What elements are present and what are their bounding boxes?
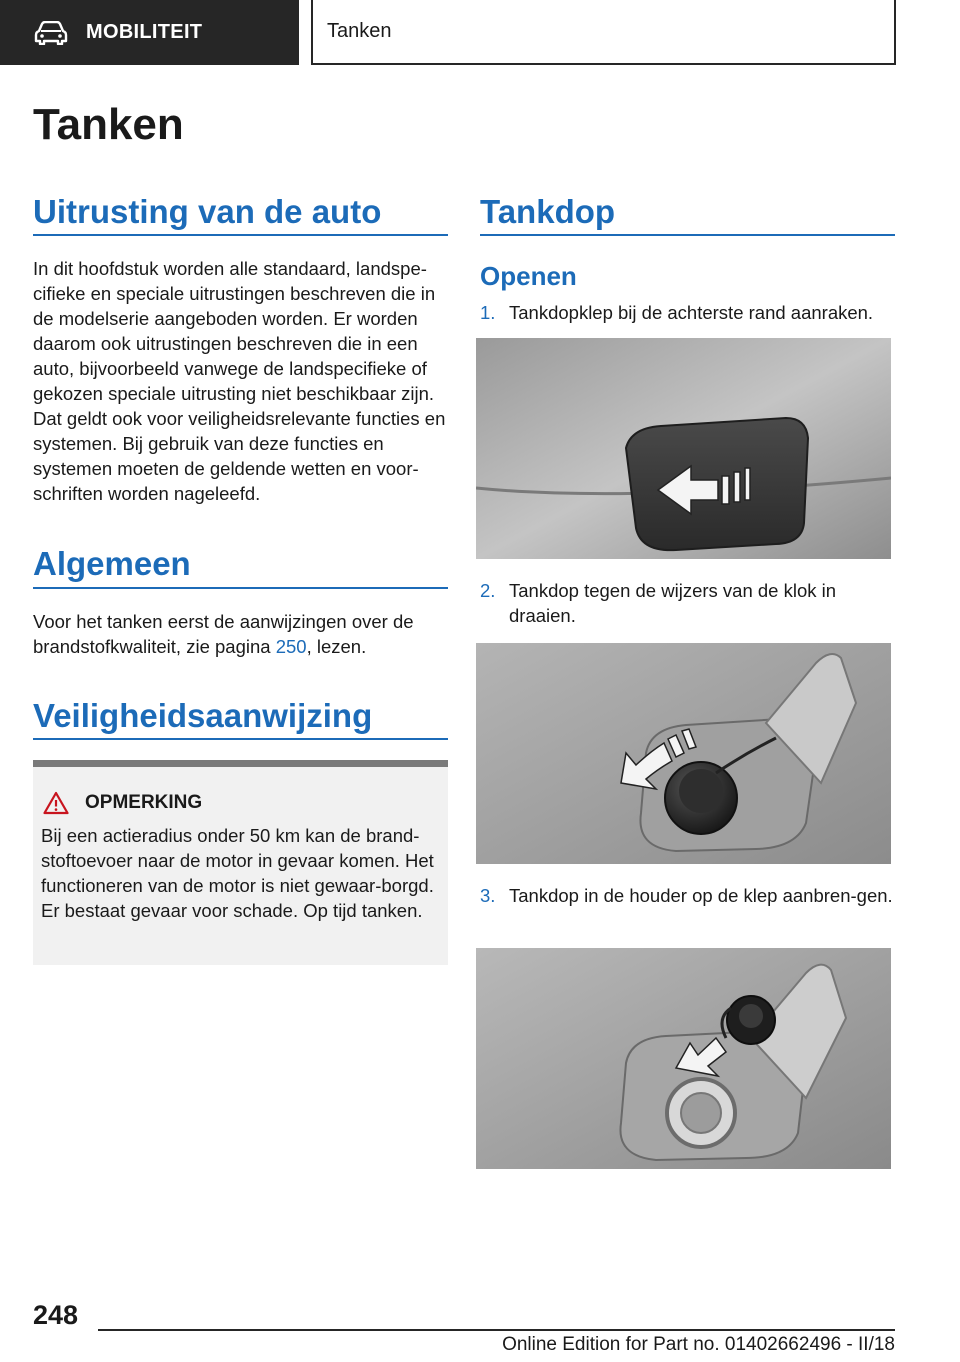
chapter-tab <box>311 0 896 65</box>
notice-box <box>33 760 448 965</box>
footer-edition: Online Edition for Part no. 01402662496 - II/18 <box>502 1334 895 1355</box>
step-number: 2. <box>480 580 496 601</box>
page-number: 248 <box>33 1300 79 1330</box>
section-title: MOBILITEIT <box>86 21 203 43</box>
heading-fuel-cap: Tankdop <box>480 193 616 230</box>
step-item <box>480 578 894 628</box>
step-item <box>480 883 894 908</box>
notice-text: Bij een actieradius onder 50 km kan de brand-stoftoevoer naar de motor in gevaar komen. Het functioneren van de motor is niet gewaar-borgd. Er bestaat gevaar voor schade. Op tijd tanken. <box>41 825 434 921</box>
heading-open: Openen <box>480 261 577 291</box>
illustration-fuel-flap <box>476 338 891 559</box>
illustration-cap-holder <box>476 948 891 1169</box>
step-number: 1. <box>480 302 496 323</box>
section-header <box>0 0 299 65</box>
notice-title: OPMERKING <box>85 792 203 813</box>
page-title: Tanken <box>33 100 184 149</box>
heading-rule <box>33 587 448 589</box>
chapter-tab-label: Tanken <box>327 20 392 42</box>
step-text: Tankdopklep bij de achterste rand aanraken. <box>509 302 874 323</box>
step-number: 3. <box>480 885 496 906</box>
step-text: Tankdop in de houder op de klep aanbren-gen. <box>509 885 893 906</box>
heading-safety: Veiligheidsaanwijzing <box>33 697 373 734</box>
step-text: Tankdop tegen de wijzers van de klok in draaien. <box>509 580 837 626</box>
heading-general: Algemeen <box>33 545 191 582</box>
step-item <box>480 300 894 325</box>
heading-equipment: Uitrusting van de auto <box>33 193 382 230</box>
heading-rule <box>33 234 448 236</box>
car-icon <box>34 21 68 45</box>
illustration-unscrew-cap <box>476 643 891 864</box>
paragraph-general-text-end: , lezen. <box>306 636 367 657</box>
paragraph-general-text: Voor het tanken eerst de aanwijzingen over de brandstofkwaliteit, zie pagina <box>33 611 414 657</box>
paragraph-general <box>33 609 453 659</box>
footer-rule <box>98 1329 895 1331</box>
heading-rule <box>480 234 895 236</box>
page-reference-link[interactable]: 250 <box>275 636 307 657</box>
notice-header <box>43 791 440 815</box>
warning-triangle-icon <box>43 791 69 815</box>
paragraph-equipment: In dit hoofdstuk worden alle standaard, landspe-cifieke en speciale uitrustingen beschreven die in de modelserie aangeboden worden. Er worden daarom ook uitrustingen beschreven die in een auto, bijvoorbeeld vanwege de landspecifieke of gekozen speciale uitrusting niet beschikbaar zijn. Dat geldt ook voor veiligheidsrelevante functies en systemen. Bij gebruik van deze functies en systemen moeten de geldende wetten en voor-schriften worden nageleefd. <box>33 258 446 504</box>
heading-rule <box>33 738 448 740</box>
